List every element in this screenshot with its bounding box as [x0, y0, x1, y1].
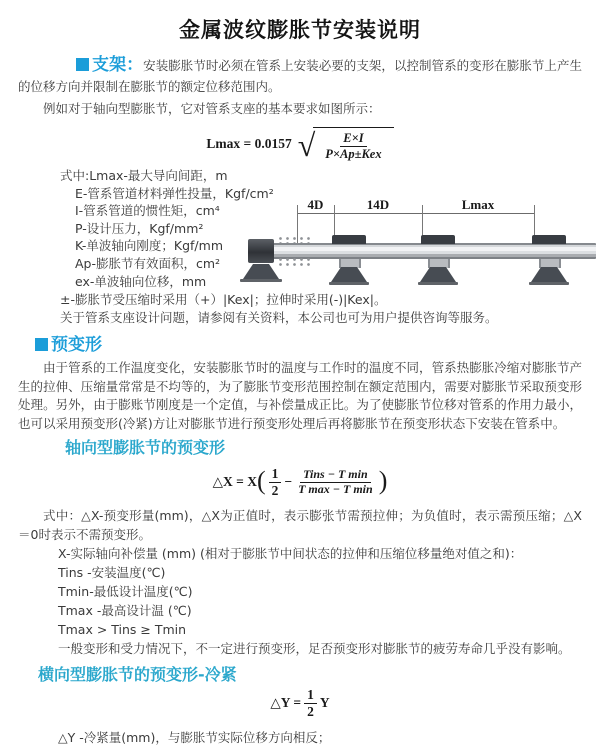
support-cap [332, 235, 366, 244]
param-line: Tmax -最高设计温 (℃) [58, 603, 192, 618]
anchor-block [248, 239, 274, 263]
axial-formula-lhs: △X = X [212, 474, 257, 489]
fraction-numerator: Tins − T min [300, 468, 371, 483]
lateral-formula-lhs: △Y = [270, 695, 302, 710]
anchor-base [243, 264, 279, 279]
definition-item: K-单波轴向刚度；Kgf/mm [75, 238, 223, 254]
predeform-section-heading-row [35, 335, 600, 355]
lmax-formula [0, 125, 600, 163]
open-paren: ( [256, 466, 266, 495]
lmax-formula-denominator: P×Ap±Kex [325, 146, 382, 161]
support-cap [532, 235, 566, 244]
fraction-denominator: T max − T min [298, 481, 373, 496]
definition-item: E-管系管道材料弹性投量，Kgf/cm² [75, 185, 274, 201]
temperature-fraction [295, 468, 376, 497]
support-base-bar [329, 282, 369, 285]
predeform-body: 由于管系的工作温度变化，安装膨胀节时的温度与工作时的温度不同，管系热膨胀冷缩对膨胀节产生的拉伸、压缩量常常是不均等的，为了膨胀节变形范围控制在额定范围内，需要对膨胀节采取预变形处理。另外，由于膨账节刚度是一个定值，与补偿量成正比。为了使膨胀节位移对管系的作用力最小，也可以采用预变形(冷紧)方让对膨胀节进行预变形处理后再将膨胀节在预变形状态下安装在管系中。 [18, 360, 582, 431]
lmax-formula-lhs: Lmax = 0.0157 [206, 136, 292, 151]
definition-item: P-设计压力，Kgf/mm² [75, 220, 204, 236]
formula-definitions-region [60, 167, 600, 291]
fraction-numerator: 1 [304, 687, 317, 704]
support-section-heading: 支架： [92, 55, 144, 75]
bellows-icon [277, 257, 312, 267]
page-title: 金属波纹膨胀节安装说明 [179, 18, 421, 42]
coldtight-note: △Y -冷紧量(mm)，与膨胀节实际位移方向相反； [58, 730, 331, 745]
param-line: X-实际轴向补偿量 (mm) (相对于膨胀节中间状态的拉伸和压缩位移量绝对值之和)： [58, 546, 523, 561]
support-base-bar [418, 282, 458, 285]
dim-label-14d: 14D [366, 197, 390, 212]
sqrt-radical-sign: √ [297, 127, 316, 164]
axial-subsection-heading: 轴向型膨胀节的预变形 [65, 438, 226, 457]
one-half-fraction [304, 687, 317, 719]
dimension-line [297, 213, 534, 214]
support-base-bar [529, 282, 569, 285]
param-line: Tins -安装温度(℃) [58, 565, 166, 580]
lateral-coldtight-formula [0, 686, 600, 720]
support-spacing-diagram [248, 197, 600, 293]
support-section-paragraph [18, 55, 582, 97]
lateral-formula-rhs: Y [319, 695, 330, 710]
minus-operator: − [284, 474, 293, 489]
lmax-formula-numerator: E×I [340, 131, 366, 146]
dim-label-lmax: Lmax [461, 197, 495, 212]
support-base [331, 267, 367, 282]
section-square-icon [35, 338, 48, 351]
lateral-subsection-heading: 横向型膨胀节的预变形-冷紧 [38, 665, 237, 684]
param-line: Tmax > Tins ≥ Tmin [58, 622, 187, 637]
anchor-base-bar [240, 279, 282, 282]
document-page [0, 14, 600, 751]
param-line: Tmin-最低设计温度(℃) [58, 584, 193, 599]
consulting-note: 关于管系支座设计问题，请参阅有关资料，本公司也可为用户提供咨询等服务。 [60, 310, 498, 325]
axial-predeform-formula [0, 461, 600, 503]
fraction-denominator: 2 [307, 703, 314, 719]
predeform-section-heading: 预变形 [51, 335, 102, 355]
support-base [420, 267, 456, 282]
lmax-formula-fraction [322, 131, 384, 161]
support-base [531, 267, 567, 282]
one-half-fraction [269, 466, 282, 498]
definition-item: I-管系管道的惯性矩，cm⁴ [75, 203, 220, 219]
support-cap [421, 235, 455, 244]
lmax-formula-radicand [313, 127, 393, 161]
sign-convention-note: ±-膨胀节受压缩时采用（+）|Kex|；拉伸时采用(-)|Kex|。 [60, 292, 387, 307]
definition-item: 式中:Lmax-最大导向间距，m [60, 168, 228, 183]
definition-item: Ap-膨胀节有效面积，cm² [75, 255, 221, 271]
fatigue-note: 一般变形和受力情况下，不一定进行预变形，足否预变形对膨胀节的疲劳寿命几乎没有影响。 [58, 641, 571, 656]
close-paren: ) [378, 466, 388, 495]
fraction-denominator: 2 [271, 482, 279, 498]
axial-formula-explain: 式中：△X-预变形量(mm)，△X为正值时，表示膨张节需预拉伸；为负值时，表示需预压缩；△X＝0时表示不需预变形。 [18, 508, 582, 542]
section-square-icon [76, 58, 89, 71]
support-section-body: 安装膨胀节时必须在管系上安装必要的支架，以控制管系的变形在膨胀节上产生的位移方向并限制在膨胀节的额定位移范围内。 [18, 58, 582, 94]
support-example-line: 例如对于轴向型膨胀节，它对管系支座的基本要求如图所示： [43, 101, 381, 116]
fraction-numerator: 1 [269, 466, 282, 483]
definition-item: ex-单波轴向位移，mm [75, 273, 207, 289]
dim-label-4d: 4D [307, 197, 324, 212]
